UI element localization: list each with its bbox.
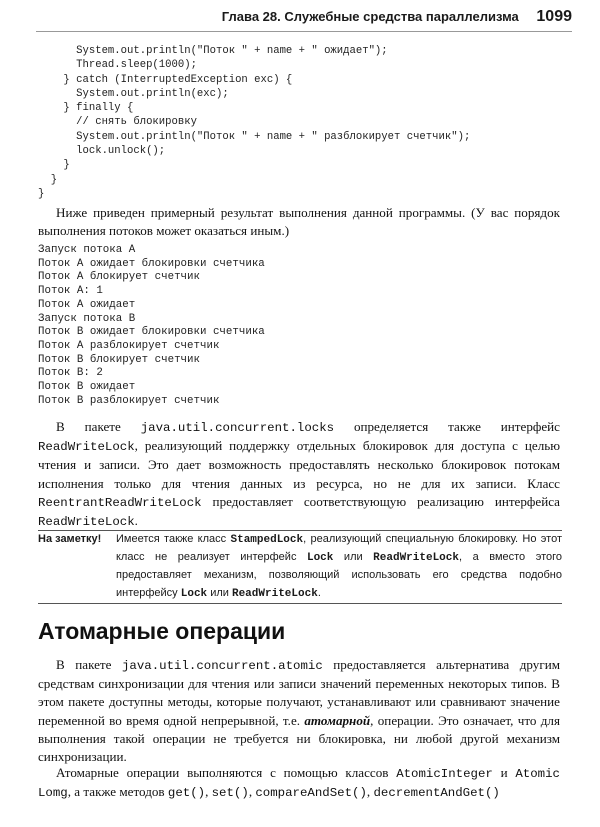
note-text: Имеется также класс StampedLock, реализующий специальную блокировку. Но этот класс не реализует интерфейс Lock или ReadWriteLock, а вместо этого предоставляет механизм, позволяющий использовать его средства подобно интерфейсу Lock или ReadWriteLock. — [116, 533, 563, 600]
note-box — [38, 531, 562, 601]
intro-paragraph: Ниже приведен примерный результат выполнения данной программы. (У вас порядок выполнения потоков может оказаться иным.) — [38, 205, 560, 239]
section-heading: Атомарные операции — [38, 618, 286, 644]
inline-code: decrementAndGet() — [373, 786, 500, 801]
inline-code: get() — [167, 786, 206, 801]
atomic-paragraph: В пакете java.util.concurrent.atomic предоставляется альтернатива другим средствам синхронизации для чтения или записи значений переменных некоторых типов. В этом пакете доступны методы, которые получают, устанавливают или сравнивают значение переменной во время одной непрерывной, т.е. атомарной, операции. Это означает, что для выполнения такой операции не требуется ни блокировка, ни любой другой механизм синхронизации. — [38, 657, 560, 765]
inline-code: ReentrantReadWriteLock — [38, 495, 202, 510]
emphasis: атомарной — [304, 712, 371, 728]
chapter-title: Глава 28. Служебные средства параллелизма — [221, 9, 519, 24]
running-header — [0, 8, 572, 30]
note-label: На заметку! — [38, 533, 102, 545]
atomic-classes-paragraph: Атомарные операции выполняются с помощью классов AtomicInteger и Atomic Lomg, а также методов get(), set(), compareAndSet(), decrementAndGet() — [38, 765, 560, 801]
inline-code: compareAndSet() — [255, 786, 367, 801]
inline-code: Atomic Lomg — [38, 767, 560, 801]
code-listing: System.out.println("Поток " + name + " ожидает"); Thread.sleep(1000); } catch (InterruptedException exc) { System.out.println(exc); } finally { // снять блокировку System.out.println("Поток " + name + " разблокирует счетчик"); lock.unlock(); } } } — [38, 45, 471, 200]
program-output: Запуск потока A Поток A ожидает блокировки счетчика Поток A блокирует счетчик Поток A: 1 Поток A ожидает Запуск потока B Поток B ожидает блокировки счетчика Поток A разблокирует счетчик Поток B блокирует счетчик Поток B: 2 Поток B ожидает Поток B разблокирует счетчик — [38, 244, 265, 407]
note-divider-bottom — [38, 603, 562, 604]
page-number: 1099 — [536, 8, 572, 25]
inline-code: ReadWriteLock — [38, 440, 135, 455]
header-rule — [36, 31, 572, 32]
inline-code: Lock — [306, 552, 334, 565]
inline-code: ReadWriteLock — [231, 587, 318, 600]
inline-code: ReadWriteLock — [373, 552, 459, 565]
inline-code: AtomicInteger — [396, 767, 493, 781]
inline-code: java.util.concurrent.atomic — [122, 659, 323, 673]
inline-code: set() — [211, 786, 249, 801]
inline-code: java.util.concurrent.locks — [140, 421, 335, 435]
inline-code: StampedLock — [230, 534, 304, 546]
readwritelock-paragraph: В пакете java.util.concurrent.locks определяется также интерфейс ReadWriteLock, реализующий поддержку отдельных блокировок для доступа с целью чтения и записи. Это дает возможность предоставлять несколько блокировок потокам исполнения только для чтения данных из ресурса, но не для их записи. Класс ReentrantReadWriteLock предоставляет соответствующую реализацию интерфейса ReadWriteLock. — [38, 419, 560, 530]
inline-code: Lock — [180, 587, 208, 600]
inline-code: ReadWriteLock — [38, 515, 135, 530]
